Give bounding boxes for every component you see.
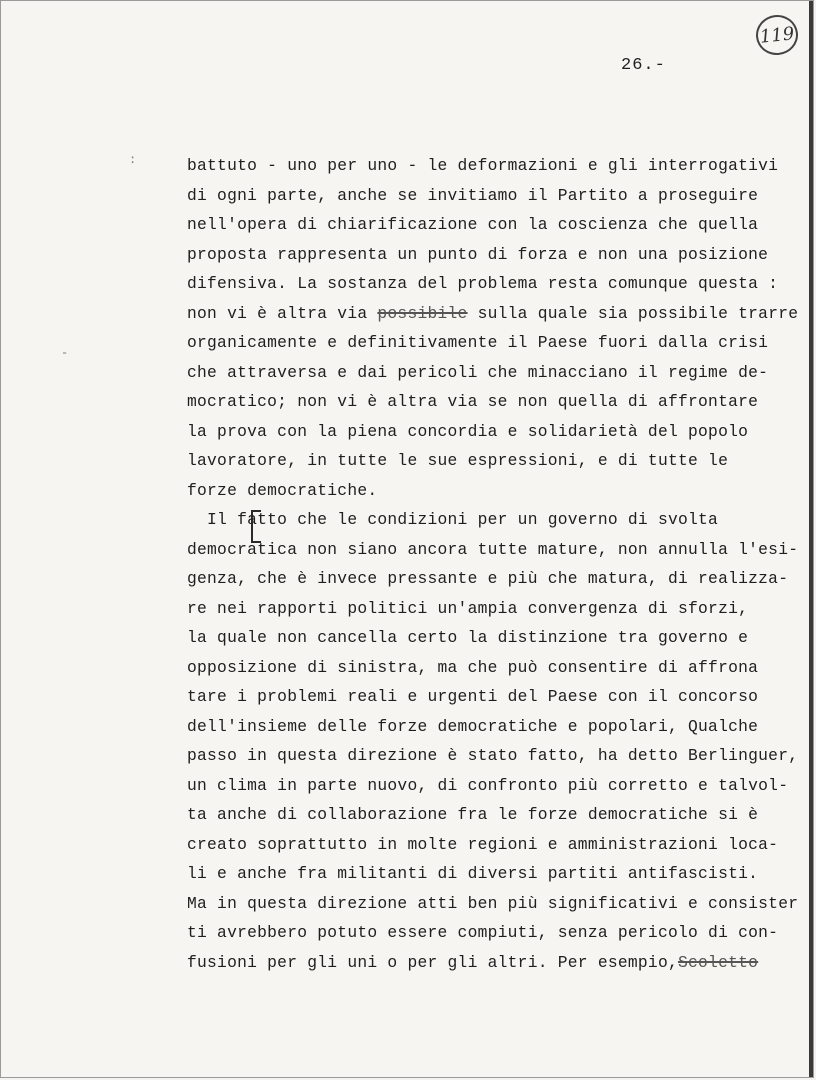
text-line: battuto - uno per uno - le deformazioni e gli interrogativi bbox=[187, 156, 779, 175]
text-line: la prova con la piena concordia e solidarietà del popolo bbox=[187, 421, 749, 441]
scan-edge bbox=[809, 1, 813, 1077]
text-line: un clima in parte nuovo, di confronto più corretto e talvol- bbox=[187, 775, 789, 795]
text-line: opposizione di sinistra, ma che può consentire di affrona bbox=[187, 657, 759, 677]
text-line bbox=[187, 299, 807, 329]
text-line: genza, che è invece pressante e più che matura, di realizza- bbox=[187, 569, 789, 588]
text-line: passo in questa direzione è stato fatto, ha detto Berlinguer, bbox=[187, 746, 799, 765]
text-line: ti avrebbero potuto essere compiuti, senza pericolo di con- bbox=[187, 923, 779, 942]
text-line: di ogni parte, anche se invitiamo il Partito a proseguire bbox=[187, 185, 759, 205]
text-line: difensiva. La sostanza del problema resta comunque questa : bbox=[187, 274, 779, 293]
text-line bbox=[187, 948, 807, 978]
margin-mark: - bbox=[61, 346, 69, 360]
margin-mark: : bbox=[129, 153, 137, 167]
text-line: nell'opera di chiarificazione con la coscienza che quella bbox=[187, 215, 759, 234]
page-stamp bbox=[754, 13, 800, 57]
struck-through-word: possibile bbox=[377, 303, 468, 323]
text-line: tare i problemi reali e urgenti del Paese con il concorso bbox=[187, 687, 759, 706]
text-line: organicamente e definitivamente il Paese fuori dalla crisi bbox=[187, 333, 769, 352]
line-segment: sulla quale sia possibile trarre bbox=[467, 303, 799, 323]
text-line: li e anche fra militanti di diversi partiti antifascisti. bbox=[187, 864, 759, 883]
text-line: lavoratore, in tutte le sue espressioni, e di tutte le bbox=[187, 451, 729, 470]
text-line: mocratico; non vi è altra via se non quella di affrontare bbox=[187, 392, 759, 411]
text-line: re nei rapporti politici un'ampia convergenza di sforzi, bbox=[187, 598, 749, 618]
page-number: 26.- bbox=[621, 56, 666, 75]
text-line: Ma in questa direzione atti ben più significativi e consister bbox=[187, 893, 799, 913]
struck-through-word: Scoletto bbox=[678, 952, 759, 972]
text-line: dell'insieme delle forze democratiche e popolari, Qualche bbox=[187, 716, 759, 736]
text-line: creato soprattutto in molte regioni e amministrazioni loca- bbox=[187, 834, 779, 854]
line-segment: non vi è altra via bbox=[187, 303, 378, 323]
text-line: democratica non siano ancora tutte mature, non annulla l'esi- bbox=[187, 539, 799, 559]
text-line: la quale non cancella certo la distinzione tra governo e bbox=[187, 628, 749, 647]
line-segment: fusioni per gli uni o per gli altri. Per esempio, bbox=[187, 952, 678, 972]
body-text bbox=[187, 151, 807, 977]
text-line: ta anche di collaborazione fra le forze democratiche si è bbox=[187, 805, 759, 824]
text-line: forze democratiche. bbox=[187, 480, 378, 500]
stamp-number: 119 bbox=[758, 22, 796, 48]
text-line: Il fatto che le condizioni per un governo di svolta bbox=[187, 510, 719, 529]
text-line: che attraversa e dai pericoli che minacciano il regime de- bbox=[187, 362, 769, 382]
text-line: proposta rappresenta un punto di forza e non una posizione bbox=[187, 244, 769, 264]
